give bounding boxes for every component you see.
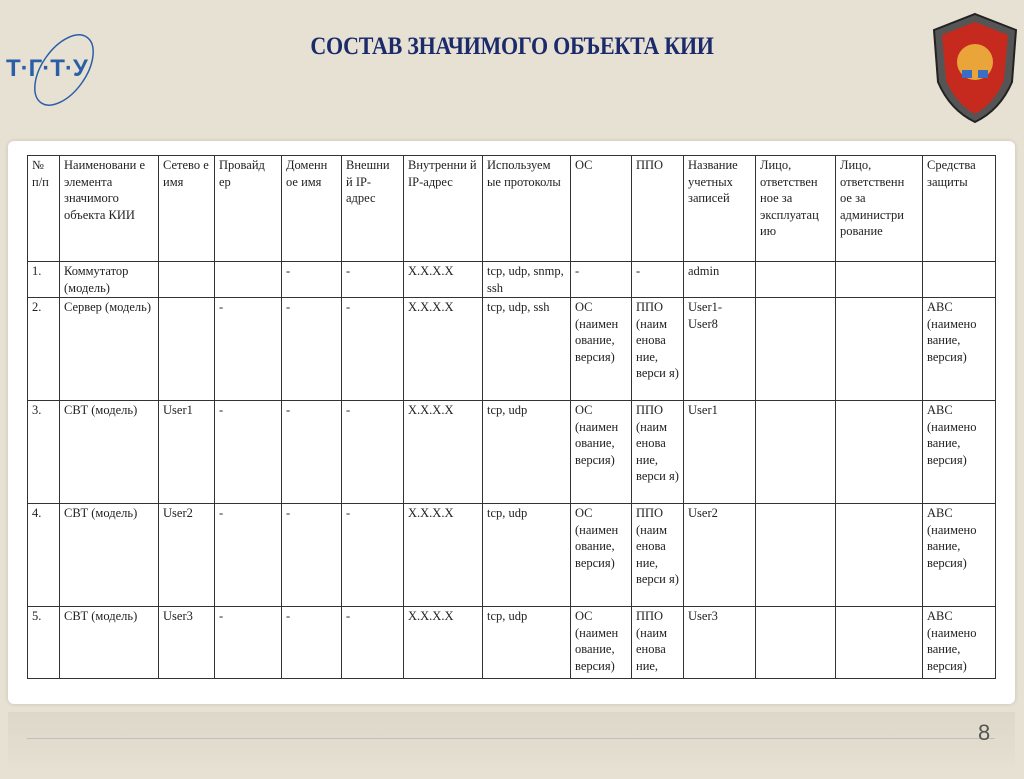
column-header: ППО [632,156,684,262]
table-cell [159,262,215,298]
table-cell [159,298,215,401]
column-header: Провайд ер [215,156,282,262]
table-cell: tcp, udp [483,504,571,607]
table-cell: User3 [684,607,756,679]
table-cell: tcp, udp, ssh [483,298,571,401]
table-cell: tcp, udp [483,607,571,679]
table-cell: 5. [28,607,60,679]
table-cell: ППО (наим енова ние, верси я) [632,504,684,607]
table-cell: User1 [159,401,215,504]
table-cell: - [215,401,282,504]
table-cell [923,262,996,298]
table-cell: X.X.X.X [404,504,483,607]
column-header: ОС [571,156,632,262]
table-cell: tcp, udp [483,401,571,504]
table-cell: - [342,262,404,298]
shield-emblem-icon [930,12,1020,124]
kii-object-table [27,155,996,679]
column-header: Доменн ое имя [282,156,342,262]
table-cell [836,401,923,504]
column-header: Внешни й IP-адрес [342,156,404,262]
table-row [28,504,996,607]
table-row [28,262,996,298]
table-cell: - [342,607,404,679]
column-header: Используем ые протоколы [483,156,571,262]
table-cell [836,607,923,679]
table-cell: АВС (наимено вание, версия) [923,298,996,401]
table-cell [836,262,923,298]
table-cell: - [282,262,342,298]
column-header: Внутренни й IP-адрес [404,156,483,262]
table-cell: СВТ (модель) [60,607,159,679]
column-header: Сетево е имя [159,156,215,262]
column-header: Средства защиты [923,156,996,262]
table-cell: - [342,298,404,401]
table-cell: ОС (наимен ование, версия) [571,607,632,679]
table-cell: АВС (наимено вание, версия) [923,504,996,607]
table-cell: ОС (наимен ование, версия) [571,504,632,607]
table-cell [756,504,836,607]
table-row [28,401,996,504]
table-cell: Коммутатор (модель) [60,262,159,298]
column-header: Наименовани е элемента значимого объекта КИИ [60,156,159,262]
table-panel [8,141,1015,704]
table-row [28,298,996,401]
table-cell: СВТ (модель) [60,401,159,504]
table-cell: User1 [684,401,756,504]
table-cell [756,401,836,504]
table-cell: X.X.X.X [404,607,483,679]
table-cell: - [215,504,282,607]
column-header: Лицо, ответствен ное за эксплуатац ию [756,156,836,262]
table-row [28,607,996,679]
table-cell: 3. [28,401,60,504]
table-cell [836,298,923,401]
table-cell: 1. [28,262,60,298]
table-cell: X.X.X.X [404,262,483,298]
table-cell: User2 [684,504,756,607]
table-cell: admin [684,262,756,298]
page-number: 8 [978,720,991,745]
table-cell [756,262,836,298]
table-cell: - [215,298,282,401]
table-cell: User2 [159,504,215,607]
table-cell: ППО (наим енова ние, верси я) [632,401,684,504]
table-cell: ППО (наим енова ние, [632,607,684,679]
slide-title: СОСТАВ ЗНАЧИМОГО ОБЪЕКТА КИИ [310,33,714,60]
table-cell: User3 [159,607,215,679]
table-cell: - [282,401,342,504]
table-cell: ППО (наим енова ние, верси я) [632,298,684,401]
table-cell: ОС (наимен ование, версия) [571,401,632,504]
table-cell: - [342,504,404,607]
table-cell: X.X.X.X [404,298,483,401]
column-header: Название учетных записей [684,156,756,262]
table-cell: X.X.X.X [404,401,483,504]
table-cell [215,262,282,298]
table-cell: 2. [28,298,60,401]
column-header: № п/п [28,156,60,262]
table-cell: - [571,262,632,298]
table-cell: - [632,262,684,298]
table-cell: Сервер (модель) [60,298,159,401]
table-cell: - [282,607,342,679]
table-cell: ОС (наимен ование, версия) [571,298,632,401]
table-cell: АВС (наимено вание, версия) [923,401,996,504]
table-cell: 4. [28,504,60,607]
table-cell: tcp, udp, snmp, ssh [483,262,571,298]
slide-reflection [8,712,1015,772]
table-cell: АВС (наимено вание, версия) [923,607,996,679]
table-cell: - [282,298,342,401]
table-cell [756,298,836,401]
column-header: Лицо, ответственн ое за администри рование [836,156,923,262]
table-cell: - [215,607,282,679]
table-cell: - [282,504,342,607]
table-cell [756,607,836,679]
table-header-row [28,156,996,262]
svg-text:Т·Г·Т·У: Т·Г·Т·У [6,55,88,82]
table-cell: - [342,401,404,504]
table-cell: СВТ (модель) [60,504,159,607]
table-cell: User1-User8 [684,298,756,401]
table-cell [836,504,923,607]
